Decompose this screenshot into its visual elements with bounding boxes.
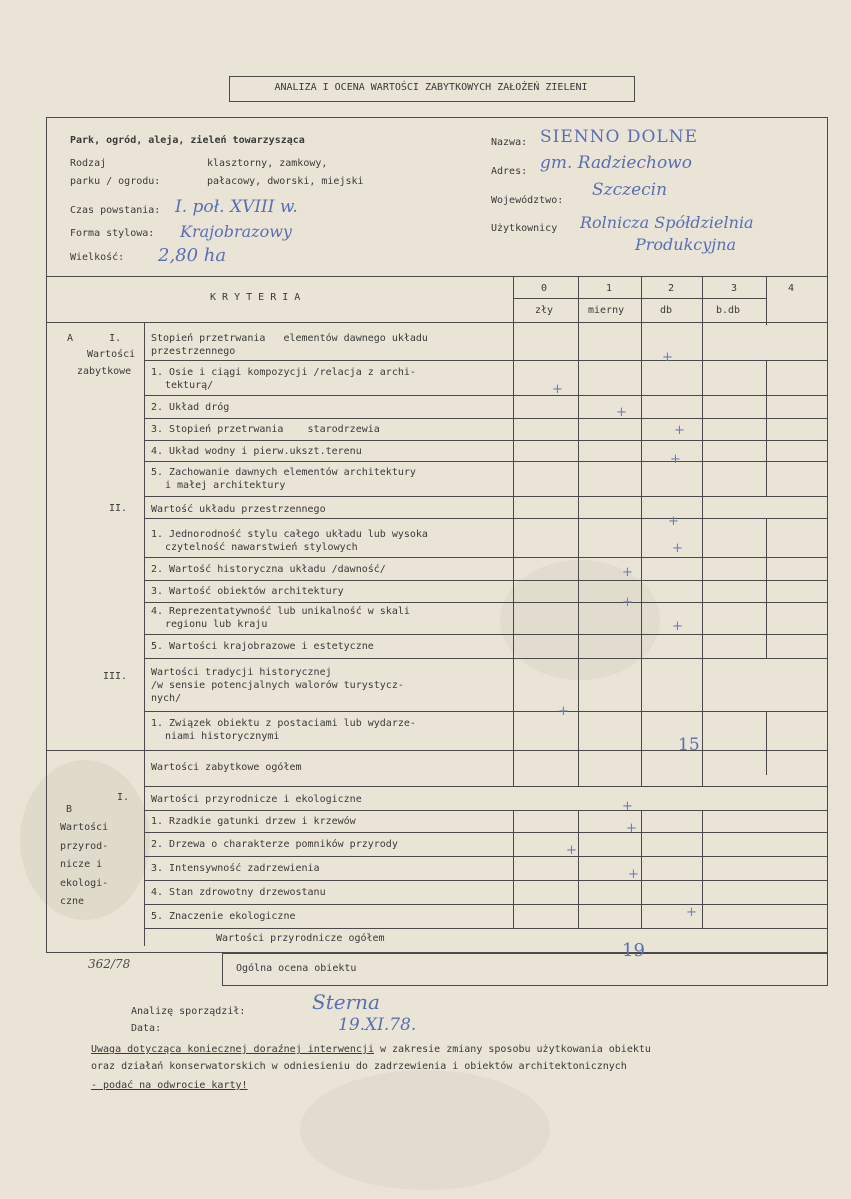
criterion-row: 5. Znaczenie ekologiczne	[151, 911, 296, 922]
row-line	[144, 395, 828, 396]
criterion-row: 4. Stan zdrowotny drzewostanu	[151, 887, 326, 898]
row-line	[144, 557, 828, 558]
section-b-letter: B	[66, 804, 73, 815]
row-line	[144, 880, 828, 881]
criterion-row: 5. Zachowanie dawnych elementów architektury	[151, 467, 416, 478]
side-number: 362/78	[88, 957, 131, 971]
score-mark: +	[626, 821, 637, 836]
col-line-3	[702, 276, 703, 786]
score-mark: +	[668, 514, 679, 529]
score-header-line	[513, 298, 766, 299]
score-mark: +	[662, 350, 673, 365]
summary-box-line	[222, 953, 828, 954]
note-line-2: oraz działań konserwatorskich w odniesieniu do zadrzewienia i obiektów architektonicznych	[91, 1061, 627, 1072]
score-mark: +	[622, 595, 633, 610]
forma-value: Krajobrazowy	[180, 222, 292, 241]
section-i-title: Stopień przetrwania elementów dawnego układu	[151, 333, 428, 344]
row-line	[144, 602, 828, 603]
row-line	[144, 518, 828, 519]
summary-box-line	[222, 953, 223, 985]
section-iii-title-2: /w sensie potencjalnych walorów turystycz-	[151, 680, 404, 691]
uzytkownicy-value-2: Produkcyjna	[635, 235, 737, 254]
row-line	[144, 634, 828, 635]
score-mark: +	[558, 704, 569, 719]
criterion-row: 4. Układ wodny i pierw.ukszt.terenu	[151, 446, 362, 457]
note-underlined: Uwaga dotycząca koniecznej doraźnej interwencji	[91, 1044, 374, 1055]
col-line-4c	[766, 518, 767, 658]
section-b-label: czne	[60, 896, 85, 907]
data-label: Data:	[131, 1023, 162, 1034]
date-value: 19.XI.78.	[338, 1015, 417, 1035]
criterion-row: 1. Rzadkie gatunki drzew i krzewów	[151, 816, 356, 827]
col-line-2	[641, 276, 642, 786]
section-ii-title: Wartość układu przestrzennego	[151, 504, 326, 515]
analize-label: Analizę sporządził:	[131, 1006, 246, 1017]
rodzaj-label: Rodzaj	[70, 158, 107, 169]
score-mark: +	[670, 452, 681, 467]
col-line-b2	[641, 810, 642, 928]
row-line	[144, 810, 828, 811]
section-ii-number: II.	[109, 503, 128, 514]
section-a-label-2: zabytkowe	[77, 366, 132, 377]
section-b-label: nicze i	[60, 859, 103, 870]
adres-value: gm. Radziechowo	[540, 153, 692, 173]
criterion-row: i małej architektury	[165, 480, 286, 491]
czas-label: Czas powstania:	[70, 205, 161, 216]
section-b-label: Wartości	[60, 822, 109, 833]
wielkosc-value: 2,80 ha	[158, 245, 227, 266]
przyrodnicze-ogolem: Wartości przyrodnicze ogółem	[216, 933, 385, 944]
score-mark: +	[566, 843, 577, 858]
note-rest: w zakresie zmiany sposobu użytkowania obiektu	[373, 1044, 651, 1055]
section-a-label: Wartości	[87, 349, 136, 360]
score-mark: +	[622, 799, 633, 814]
col-line-1	[578, 276, 579, 786]
row-line	[144, 904, 828, 905]
score-label-zly: zły	[535, 305, 554, 316]
criterion-row: 4. Reprezentatywność lub unikalność w skali	[151, 606, 410, 617]
paper-stain	[300, 1070, 550, 1190]
score-mark: +	[674, 423, 685, 438]
section-iii-title-3: nych/	[151, 693, 182, 704]
score-mark: +	[628, 867, 639, 882]
col-line-4d	[766, 711, 767, 775]
rodzaj-options-2: pałacowy, dworski, miejski	[207, 176, 364, 187]
section-b-label: ekologi-	[60, 878, 109, 889]
criterion-row: 1. Związek obiektu z postaciami lub wydarze-	[151, 718, 416, 729]
row-line	[144, 496, 828, 497]
score-mark: +	[616, 405, 627, 420]
col-line-4b	[766, 360, 767, 496]
wielkosc-label: Wielkość:	[70, 252, 125, 263]
nazwa-value: SIENNO DOLNE	[540, 127, 699, 147]
row-line	[144, 418, 828, 419]
row-line	[46, 750, 828, 751]
rodzaj-options: klasztorny, zamkowy,	[207, 158, 328, 169]
score-label-mierny: mierny	[588, 305, 625, 316]
uzytkownicy-value: Rolnicza Spółdzielnia	[580, 213, 754, 232]
score-0: 0	[541, 283, 548, 294]
row-line	[144, 658, 828, 659]
criterion-row: 2. Wartość historyczna układu /dawność/	[151, 564, 386, 575]
czas-value: I. poł. XVIII w.	[175, 197, 298, 217]
row-line	[144, 832, 828, 833]
kryteria-header: K R Y T E R I A	[210, 292, 301, 303]
row-line	[144, 580, 828, 581]
wojewodztwo-value: Szczecin	[592, 180, 668, 200]
row-line	[144, 786, 828, 787]
section-i-title-2: przestrzennego	[151, 346, 236, 357]
row-line	[144, 360, 828, 361]
wojewodztwo-label: Województwo:	[491, 195, 564, 206]
park-types: Park, ogród, aleja, zieleń towarzysząca	[70, 135, 305, 146]
col-line-b0	[513, 810, 514, 928]
adres-label: Adres:	[491, 166, 528, 177]
summary-box-line	[222, 985, 828, 986]
criterion-row: 1. Osie i ciągi kompozycji /relacja z archi-	[151, 367, 416, 378]
criterion-row: 3. Stopień przetrwania starodrzewia	[151, 424, 380, 435]
criterion-row: niami historycznymi	[165, 731, 280, 742]
criterion-row: tekturą/	[165, 380, 214, 391]
criterion-row: czytelność nawarstwień stylowych	[165, 542, 358, 553]
summary-box-line	[827, 953, 828, 985]
header-bottom-line	[46, 322, 828, 323]
row-line	[144, 928, 828, 929]
criterion-row: 1. Jednorodność stylu całego układu lub wysoka	[151, 529, 428, 540]
score-label-bdb: b.db	[716, 305, 741, 316]
section-b-title: Wartości przyrodnicze i ekologiczne	[151, 794, 362, 805]
signature: Sterna	[312, 990, 380, 1014]
score-mark: +	[552, 382, 563, 397]
note-line-3: - podać na odwrocie karty!	[91, 1080, 248, 1091]
score-mark: +	[672, 619, 683, 634]
score-mark: +	[686, 905, 697, 920]
note-line-1	[91, 1044, 651, 1056]
section-iii-title: Wartości tradycji historycznej	[151, 667, 332, 678]
section-a-number: A I.	[67, 333, 122, 344]
nazwa-label: Nazwa:	[491, 137, 528, 148]
criterion-row: 3. Wartość obiektów architektury	[151, 586, 344, 597]
col-line-b1	[578, 810, 579, 928]
criterion-row: regionu lub kraju	[165, 619, 268, 630]
score-1: 1	[606, 283, 613, 294]
criterion-row: 3. Intensywność zadrzewienia	[151, 863, 320, 874]
score-2: 2	[668, 283, 675, 294]
criterion-row: 5. Wartości krajobrazowe i estetyczne	[151, 641, 374, 652]
forma-label: Forma stylowa:	[70, 228, 155, 239]
row-line	[144, 440, 828, 441]
ogolna-ocena: Ogólna ocena obiektu	[236, 963, 357, 974]
rodzaj-label-2: parku / ogrodu:	[70, 176, 161, 187]
col-line-0	[513, 276, 514, 786]
header-title: ANALIZA I OCENA WARTOŚCI ZABYTKOWYCH ZAŁOŻEŃ ZIELENI	[274, 82, 588, 93]
row-line	[144, 461, 828, 462]
col-line-4	[766, 276, 767, 325]
col-line-b3	[702, 810, 703, 928]
section-iii-number: III.	[103, 671, 128, 682]
przyrodnicze-score: 19	[622, 940, 645, 961]
uzytkownicy-label: Użytkownicy	[491, 223, 558, 234]
zabytkowe-ogolem: Wartości zabytkowe ogółem	[151, 762, 302, 773]
score-4: 4	[788, 283, 795, 294]
section-b-label: przyrod-	[60, 841, 109, 852]
row-line	[144, 711, 828, 712]
section-b-number: I.	[117, 792, 130, 803]
criterion-row: 2. Układ dróg	[151, 402, 230, 413]
table-top-line	[46, 276, 828, 277]
score-3: 3	[731, 283, 738, 294]
score-label-db: db	[660, 305, 673, 316]
criterion-row: 2. Drzewa o charakterze pomników przyrody	[151, 839, 398, 850]
score-mark: +	[672, 541, 683, 556]
row-line	[144, 856, 828, 857]
zabytkowe-score: 15	[678, 735, 700, 755]
score-mark: +	[622, 565, 633, 580]
